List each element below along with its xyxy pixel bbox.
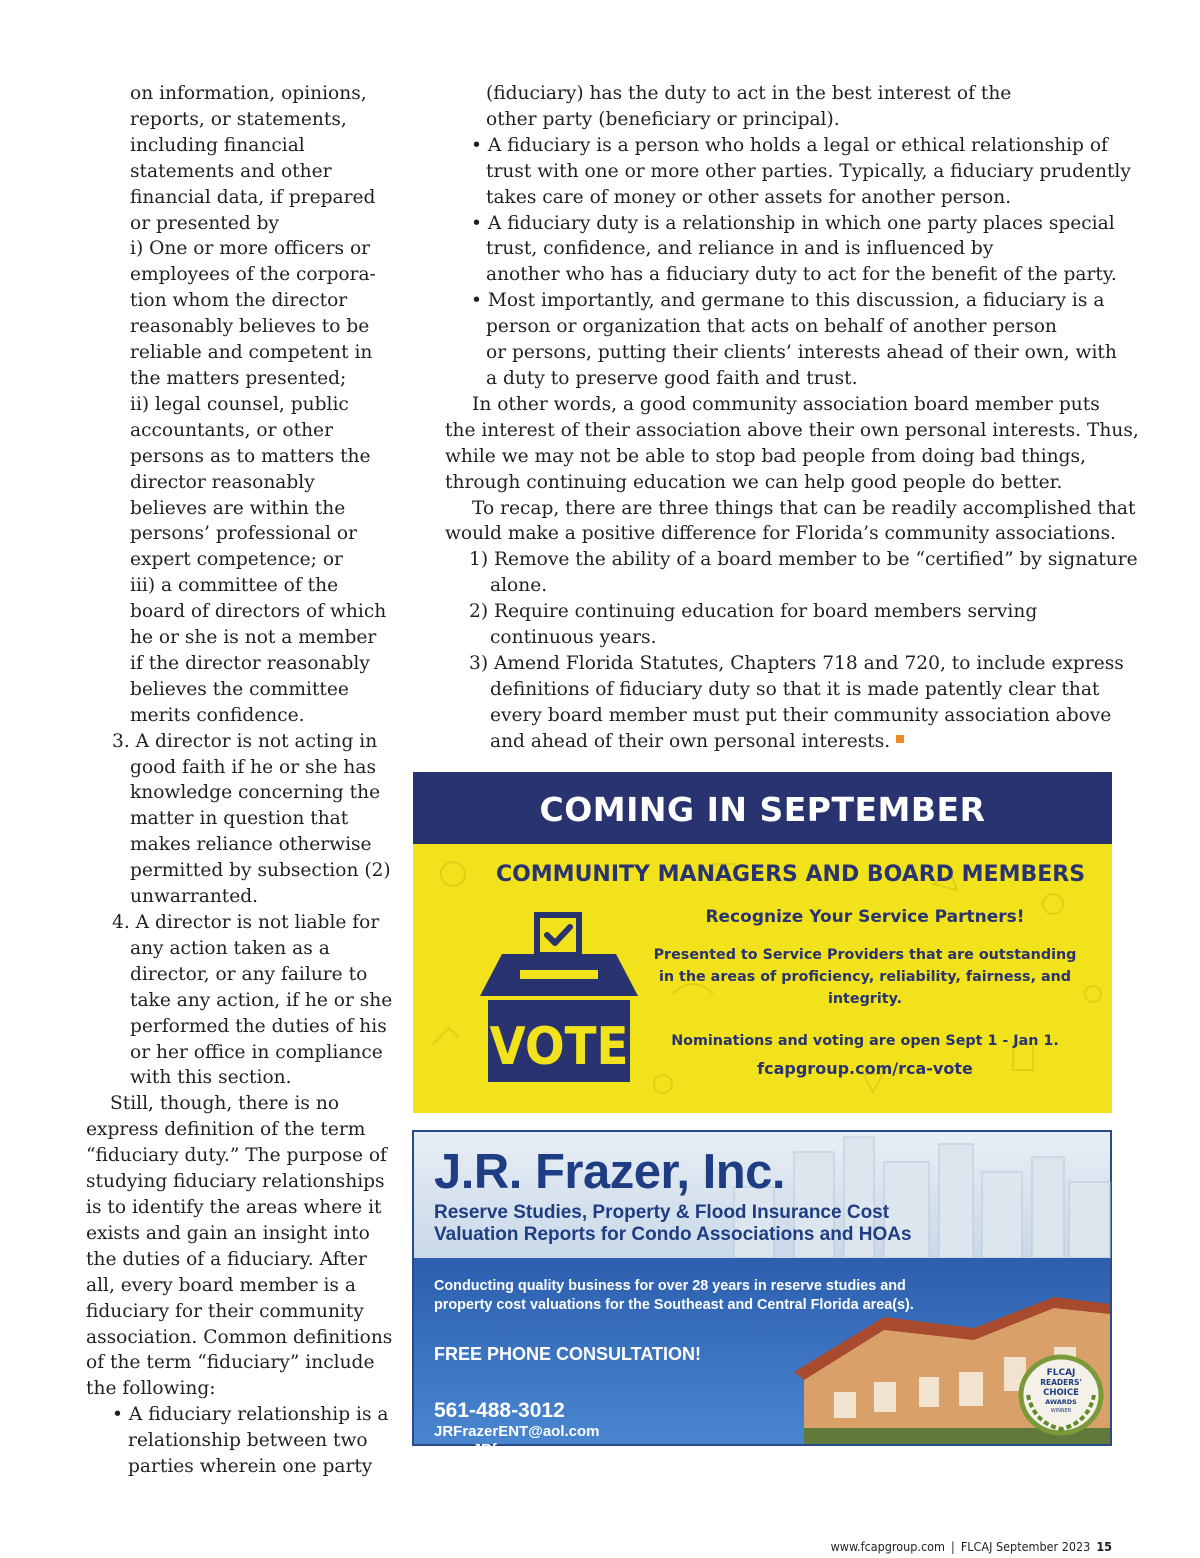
line-text: • Most importantly, and germane to this discussion, a fiduciary is a — [471, 290, 1105, 312]
right-column-line — [445, 703, 1112, 729]
right-column-line — [445, 470, 1085, 496]
ad-subtitle: COMMUNITY MANAGERS AND BOARD MEMBERS — [495, 862, 1086, 887]
right-column-line — [445, 418, 1139, 444]
line-text: persons as to matters the — [130, 445, 371, 467]
right-column-line — [445, 340, 1117, 366]
line-text: matter in question that — [130, 808, 349, 830]
award-line-2: READERS' — [1040, 1378, 1082, 1387]
line-text: a duty to preserve good faith and trust. — [486, 367, 858, 389]
left-column-line — [86, 1247, 386, 1273]
right-column-line — [445, 314, 1085, 340]
line-text: reliable and competent in — [130, 342, 373, 364]
line-text: believes the committee — [130, 678, 349, 700]
line-text: if the director reasonably — [130, 652, 370, 674]
left-column-line — [86, 832, 386, 858]
right-column-line — [445, 366, 1085, 392]
line-text: with this section. — [130, 1067, 292, 1089]
right-column-line — [445, 81, 1085, 107]
left-column-line — [86, 1350, 386, 1376]
line-text: or presented by — [130, 212, 280, 234]
left-column-line — [86, 599, 386, 625]
line-text: board of directors of which — [130, 601, 387, 623]
line-text: other party (beneficiary or principal). — [486, 108, 840, 130]
left-column-line — [86, 1402, 389, 1428]
line-text: 3) Amend Florida Statutes, Chapters 718 and 720, to include express — [469, 652, 1124, 674]
right-column-line — [445, 547, 1138, 573]
left-column-line — [86, 806, 386, 832]
left-column-line — [86, 159, 386, 185]
line-text: Still, though, there is no — [110, 1093, 340, 1115]
line-text: i) One or more officers or — [130, 238, 371, 260]
line-text: the following: — [86, 1378, 216, 1400]
line-text: performed the duties of his — [130, 1015, 387, 1037]
line-text: statements and other — [130, 160, 332, 182]
left-column-line — [86, 703, 386, 729]
line-text: alone. — [490, 575, 548, 597]
right-column-line — [445, 677, 1100, 703]
line-text: would make a positive difference for Florida’s community associations. — [445, 523, 1117, 545]
left-column-line — [86, 340, 386, 366]
left-column-line — [86, 1221, 386, 1247]
left-column-line — [86, 573, 386, 599]
line-text: 2) Require continuing education for board members serving — [469, 601, 1038, 623]
company-tagline — [434, 1202, 912, 1246]
right-column-line — [445, 444, 1085, 470]
line-text: fiduciary for their community — [86, 1300, 364, 1322]
left-column-line — [86, 1428, 386, 1454]
left-column-line — [86, 1299, 386, 1325]
left-column-line — [86, 755, 386, 781]
right-column-line — [445, 211, 1115, 237]
line-text: To recap, there are three things that can be readily accomplished that — [472, 497, 1136, 519]
phone-number[interactable]: 561-488-3012 — [434, 1399, 565, 1422]
left-column-line — [86, 1195, 386, 1221]
line-text: director, or any failure to — [130, 963, 368, 985]
left-column-line — [86, 1091, 386, 1117]
left-column-line — [86, 185, 386, 211]
line-text: another who has a fiduciary duty to act for the benefit of the party. — [486, 264, 1117, 286]
line-text: makes reliance otherwise — [130, 834, 372, 856]
line-text: (fiduciary) has the duty to act in the best interest of the — [486, 83, 1012, 104]
line-text: unwarranted. — [130, 886, 259, 908]
line-text: accountants, or other — [130, 419, 333, 441]
line-text: any action taken as a — [130, 937, 330, 959]
left-column-line — [86, 1273, 386, 1299]
right-column-line — [445, 521, 1117, 547]
left-column-line — [86, 1376, 386, 1402]
left-column-line — [86, 418, 386, 444]
left-column-line — [86, 133, 386, 159]
line-text: the duties of a fiduciary. After — [86, 1248, 367, 1270]
left-column-line — [86, 780, 386, 806]
left-text-column — [86, 81, 393, 1480]
line-text: is to identify the areas where it — [86, 1196, 382, 1218]
right-column-line — [445, 729, 1085, 755]
tagline-line-2: Valuation Reports for Condo Associations and HOAs — [434, 1224, 912, 1245]
left-column-line — [86, 314, 386, 340]
ballot-box-icon — [480, 904, 638, 1082]
line-text: ii) legal counsel, public — [130, 393, 349, 415]
right-column-line — [445, 236, 1085, 262]
footer-publication: FLCAJ — [960, 1539, 993, 1554]
right-column-line — [445, 159, 1131, 185]
footer-date: September 2023 — [995, 1539, 1091, 1554]
line-text: or her office in compliance — [130, 1041, 383, 1063]
line-text: the matters presented; — [130, 367, 347, 389]
right-column-line — [445, 625, 1085, 651]
vote-url[interactable]: fcapgroup.com/rca-vote — [757, 1059, 973, 1078]
line-text: employees of the corpora- — [130, 264, 376, 286]
line-text: he or she is not a member — [130, 627, 377, 649]
line-text: studying fiduciary relationships — [86, 1171, 385, 1193]
line-text: • A fiduciary relationship is a — [112, 1404, 389, 1426]
right-column-line — [445, 133, 1108, 159]
line-text: reasonably believes to be — [130, 316, 370, 338]
left-column-line — [86, 729, 386, 755]
line-text: 1) Remove the ability of a board member to be “certified” by signature — [469, 549, 1138, 571]
line-text: or persons, putting their clients’ interests ahead of their own, with — [486, 342, 1117, 364]
line-text: every board member must put their community association above — [490, 704, 1112, 726]
line-text: while we may not be able to stop bad people from doing bad things, — [445, 445, 1087, 467]
left-column-line — [86, 521, 386, 547]
award-line-1: FLCAJ — [1046, 1368, 1076, 1378]
left-column-line — [86, 1065, 386, 1091]
left-column-line — [86, 236, 386, 262]
line-text: good faith if he or she has — [130, 756, 377, 778]
left-column-line — [86, 677, 386, 703]
line-text: takes care of money or other assets for another person. — [486, 186, 1012, 208]
line-text: of the term “fiduciary” include — [86, 1352, 375, 1374]
free-consultation: FREE PHONE CONSULTATION! — [434, 1344, 701, 1364]
line-text: financial data, if prepared — [130, 186, 376, 208]
left-column-line — [86, 988, 393, 1014]
right-column-line — [445, 599, 1085, 625]
right-column-line — [445, 107, 1085, 133]
line-text: • A fiduciary is a person who holds a legal or ethical relationship of — [471, 134, 1108, 156]
line-text: In other words, a good community association board member puts — [472, 393, 1100, 415]
left-column-line — [86, 211, 386, 237]
line-text: 4. A director is not liable for — [112, 912, 380, 933]
right-column-line — [445, 185, 1085, 211]
left-column-line — [86, 366, 386, 392]
left-column-line — [86, 858, 391, 884]
line-text: director reasonably — [130, 471, 315, 493]
line-text: exists and gain an insight into — [86, 1222, 370, 1244]
line-text: definitions of fiduciary duty so that it is made patently clear that — [490, 678, 1100, 700]
description-line-1: Conducting quality business for over 28 years in reserve studies and — [434, 1278, 906, 1294]
jr-frazer-ad — [412, 1130, 1112, 1458]
right-column-line — [445, 262, 1117, 288]
description-line-2: property cost valuations for the Southeast and Central Florida area(s). — [434, 1297, 914, 1313]
line-text: persons’ professional or — [130, 523, 357, 545]
left-column-line — [86, 288, 386, 314]
left-column-line — [86, 1325, 393, 1351]
recognize-heading: Recognize Your Service Partners! — [705, 907, 1025, 927]
line-text: continuous years. — [490, 627, 657, 649]
left-column-line — [86, 1117, 386, 1143]
presented-text: Presented to Service Providers that are outstanding in the areas of proficiency, reliability, fairness, and integrity. — [653, 947, 1077, 1007]
coming-in-september-ad — [413, 772, 1112, 1113]
line-text: express definition of the term — [86, 1119, 366, 1141]
line-text: through continuing education we can help good people do better. — [445, 471, 1063, 493]
award-line-4: AWARDS — [1045, 1398, 1077, 1406]
left-column-line — [86, 1014, 386, 1040]
right-column-line — [445, 392, 1100, 418]
right-column-line — [445, 651, 1124, 677]
line-text: association. Common definitions — [86, 1326, 393, 1348]
award-line-5: WINNER — [1050, 1408, 1072, 1414]
left-column-line — [86, 1040, 386, 1066]
banner-title: COMING IN SEPTEMBER — [539, 790, 986, 829]
company-name: J.R. Frazer, Inc. — [434, 1145, 785, 1199]
left-column-line — [86, 1169, 386, 1195]
left-column-line — [86, 936, 386, 962]
readers-choice-award-icon — [1018, 1355, 1104, 1435]
line-text: trust, confidence, and reliance in and is influenced by — [486, 238, 994, 260]
line-text: permitted by subsection (2) — [130, 860, 391, 882]
left-column-line — [86, 884, 386, 910]
vote-label: VOTE — [489, 1017, 629, 1077]
line-text: person or organization that acts on behalf of another person — [486, 316, 1057, 338]
left-column-line — [86, 262, 386, 288]
line-text: tion whom the director — [130, 290, 348, 312]
line-text: reports, or statements, — [130, 108, 347, 130]
line-text: believes are within the — [130, 497, 346, 519]
footer-separator: | — [951, 1539, 955, 1554]
line-text: parties wherein one party — [128, 1456, 373, 1478]
company-description — [434, 1277, 914, 1315]
line-text: trust with one or more other parties. Typically, a fiduciary prudently — [486, 160, 1131, 182]
left-column-line — [86, 651, 386, 677]
page-footer — [831, 1539, 1112, 1554]
left-column-line — [86, 496, 386, 522]
line-text: • A fiduciary duty is a relationship in which one party places special — [471, 212, 1115, 234]
line-text: all, every board member is a — [86, 1274, 356, 1296]
page-number: 15 — [1096, 1539, 1112, 1554]
website-link[interactable]: www.JRfrazer.com — [434, 1441, 567, 1458]
line-text: iii) a committee of the — [130, 575, 339, 597]
right-text-column — [445, 81, 1139, 755]
footer-site[interactable]: www.fcapgroup.com — [830, 1539, 946, 1554]
left-column-line — [86, 1143, 386, 1169]
right-column-line — [445, 288, 1105, 314]
right-column-line — [445, 496, 1136, 522]
line-text: take any action, if he or she — [130, 989, 393, 1011]
line-text: and ahead of their own personal interests. — [490, 730, 891, 752]
left-column-line — [86, 962, 386, 988]
line-text: the interest of their association above their own personal interests. Thus, — [445, 419, 1139, 441]
line-text: 3. A director is not acting in — [112, 730, 378, 752]
line-text: knowledge concerning the — [130, 782, 381, 804]
email-address[interactable]: JRFrazerENT@aol.com — [434, 1423, 600, 1440]
award-line-3: CHOICE — [1043, 1388, 1079, 1398]
left-column-line — [86, 392, 386, 418]
left-column-line — [86, 547, 386, 573]
left-column-line — [86, 444, 386, 470]
left-column-line — [86, 1454, 386, 1480]
left-column-line — [86, 910, 386, 936]
line-text: relationship between two — [128, 1430, 368, 1452]
line-text: merits confidence. — [130, 704, 305, 726]
left-column-line — [86, 470, 386, 496]
right-column-line — [445, 573, 1085, 599]
left-column-line — [86, 107, 386, 133]
nominations-text: Nominations and voting are open Sept 1 - Jan 1. — [671, 1033, 1059, 1049]
end-of-article-icon — [896, 735, 904, 743]
line-text: including financial — [130, 134, 305, 156]
left-column-line — [86, 81, 386, 107]
left-column-line — [86, 625, 386, 651]
line-text: expert competence; or — [130, 549, 343, 571]
line-text: on information, opinions, — [130, 83, 367, 104]
line-text: “fiduciary duty.” The purpose of — [86, 1145, 387, 1167]
tagline-line-1: Reserve Studies, Property & Flood Insurance Cost — [434, 1202, 890, 1223]
